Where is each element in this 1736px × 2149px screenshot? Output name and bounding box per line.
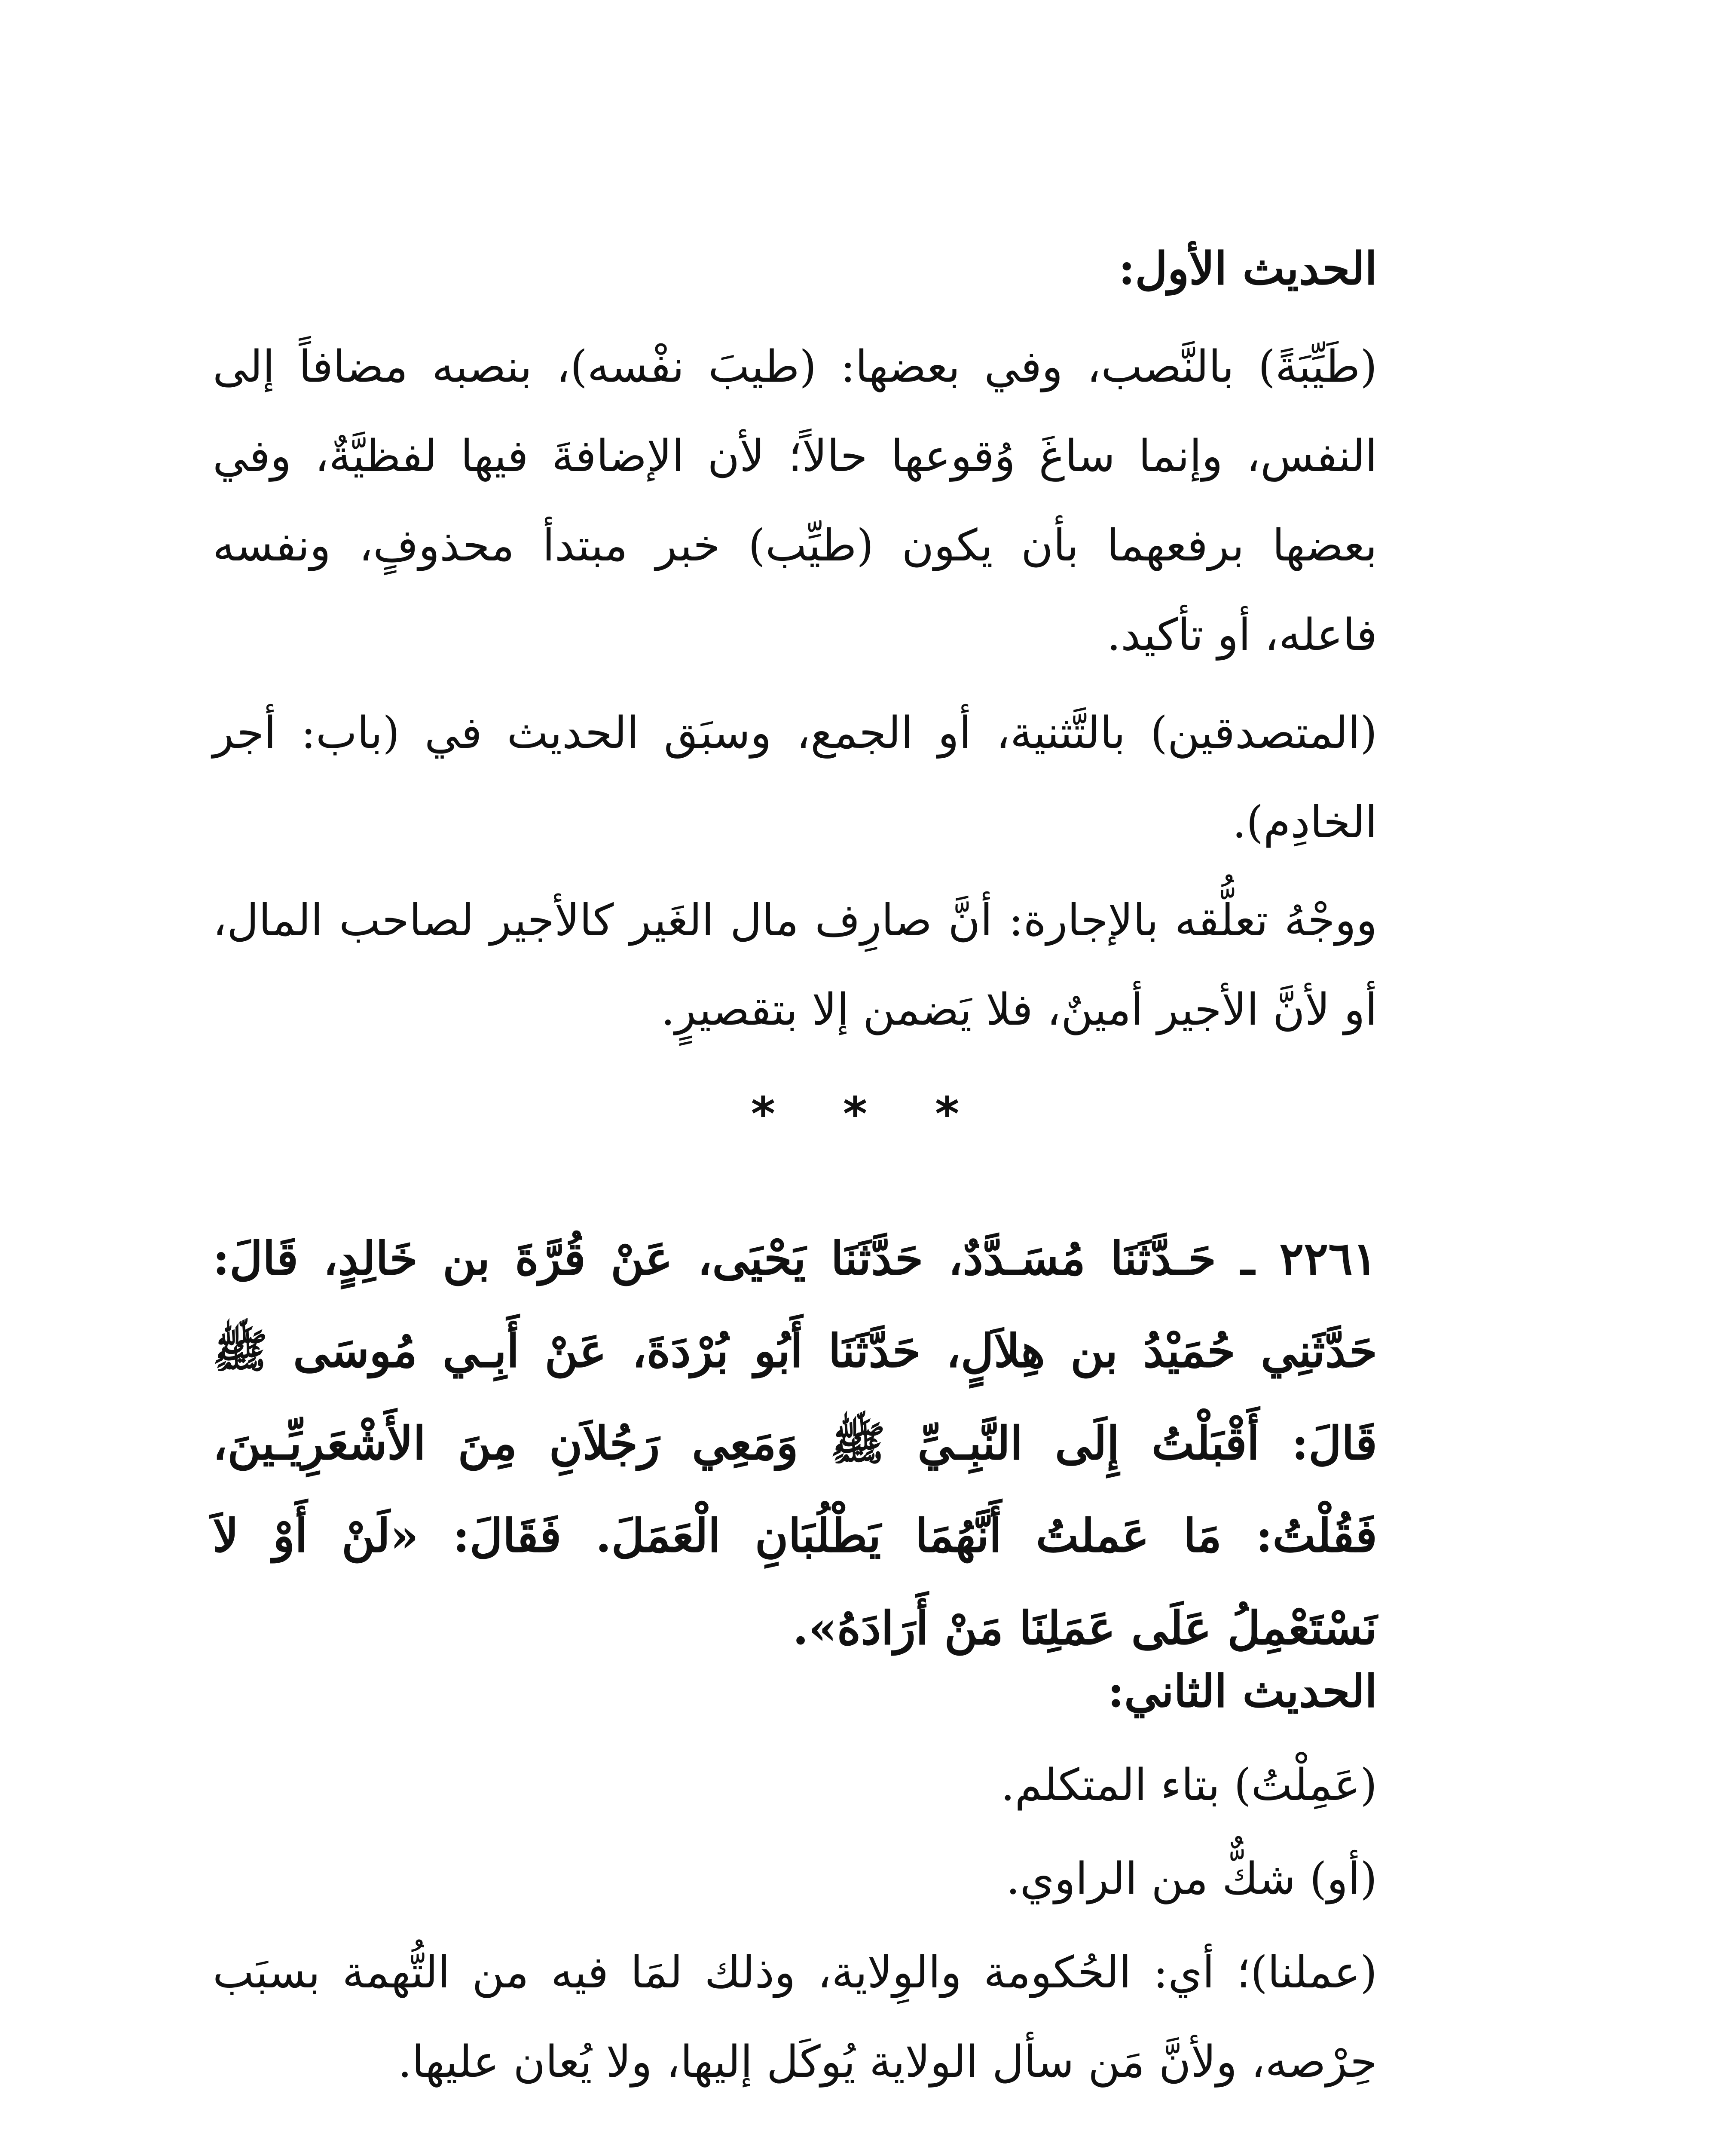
section-first-hadith-commentary bbox=[213, 223, 1377, 1055]
hadith-paragraph: ٢٢٦١ ـ حَـدَّثَنَا مُسَـدَّدٌ، حَدَّثَنَا يَحْيَى، عَنْ قُرَّةَ بن خَالِدٍ، قَالَ: حَدَّثَنِي حُمَيْدُ بن هِلاَلٍ، حَدَّثَنَا أَبُو بُرْدَةَ، عَنْ أَبِـي مُوسَى ﷺ قَالَ: أَقْبَلْتُ إِلَى النَّبِـيِّ ﷺ وَمَعِي رَجُلاَنِ مِنَ الأَشْعَرِيِّـينَ، فَقُلْتُ: مَا عَملتُ أَنَّهُمَا يَطْلُبَانِ الْعَمَلَ. فَقَالَ: «لَنْ أَوْ لاَ نَسْتَعْمِلُ عَلَى عَمَلِنَا مَنْ أَرَادَهُ». bbox=[213, 1231, 1377, 1655]
commentary-amilat: (عَمِلْتُ) بتاء المتكلم. bbox=[1001, 1760, 1377, 1811]
second-hadith-heading: الحديث الثاني: bbox=[1107, 1665, 1377, 1717]
section-second-hadith-commentary bbox=[213, 1646, 1377, 2107]
commentary-paragraph-2: (المتصدقين) بالتَّثنية، أو الجمع، وسبَق الحديث في (باب: أجر الخادِم). bbox=[213, 707, 1377, 848]
commentary-aw: (أو) شكٌّ من الراوي. bbox=[1006, 1853, 1377, 1904]
first-hadith-heading: الحديث الأول: bbox=[1119, 242, 1377, 295]
commentary-paragraph-1: (طَيِّبَةً) بالنَّصب، وفي بعضها: (طيبَ نفْسه)، بنصبه مضافاً إلى النفس، وإنما ساغَ وُقوعها حالاً؛ لأن الإضافةَ فيها لفظيَّةٌ، وفي بعضها برفعهما بأن يكون (طيِّب) خبر مبتدأ محذوفٍ، ونفسه فاعله، أو تأكيد. bbox=[213, 341, 1377, 661]
commentary-amalina: (عملنا)؛ أي: الحُكومة والوِلاية، وذلك لمَا فيه من التُّهمة بسبَب حِرْصه، ولأنَّ مَن سأل الولاية يُوكَل إليها، ولا يُعان عليها. bbox=[213, 1947, 1377, 2088]
hadith-2261-text bbox=[213, 1212, 1377, 1674]
commentary-paragraph-3: ووجْهُ تعلُّقه بالإجارة: أنَّ صارِف مال الغَير كالأجير لصاحب المال، أو لأنَّ الأجير أمينٌ، فلا يَضمن إلا بتقصيرٍ. bbox=[213, 895, 1377, 1035]
separator-stars-1: * * * bbox=[751, 1087, 985, 1141]
